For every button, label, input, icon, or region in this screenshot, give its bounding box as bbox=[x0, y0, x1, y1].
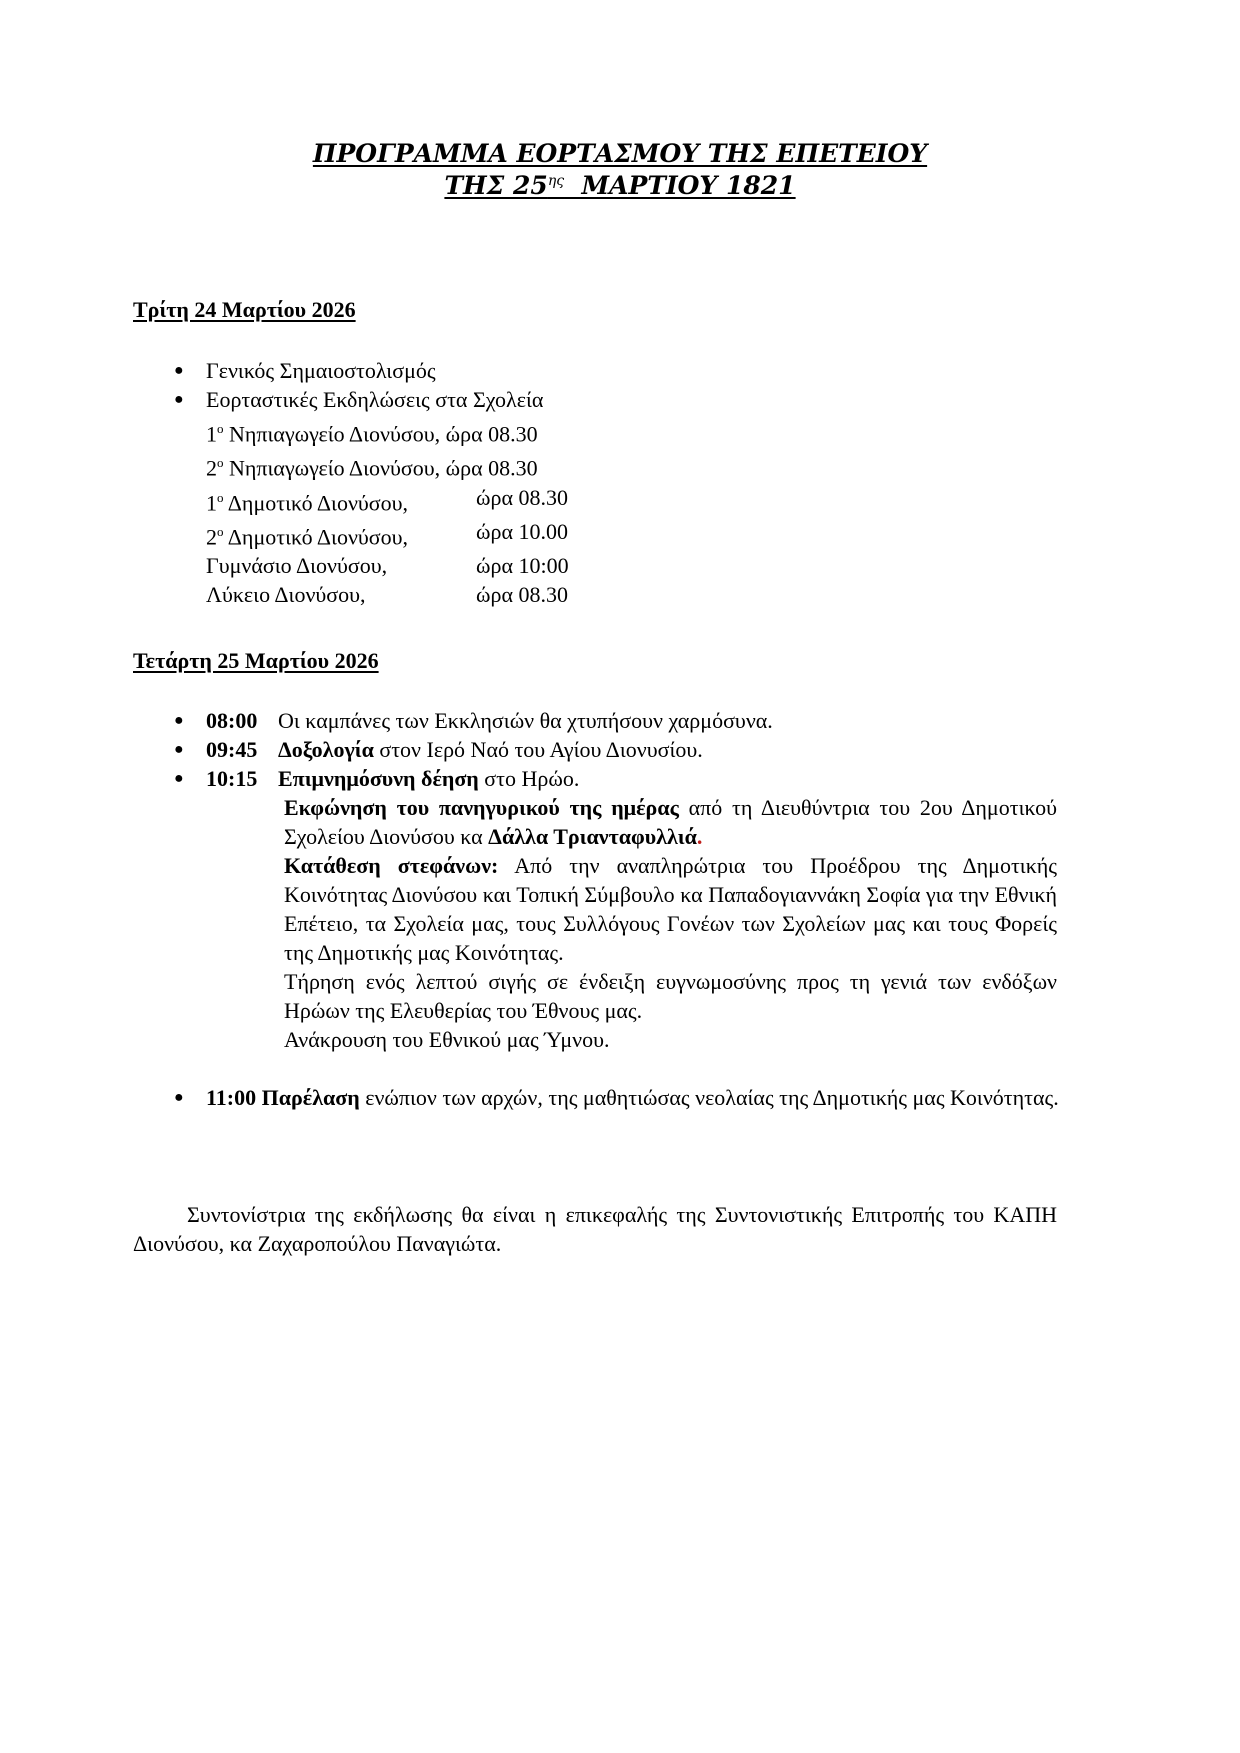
school-ordinal-sup: ο bbox=[217, 523, 224, 539]
wreath-title: Κατάθεση στεφάνων: bbox=[284, 853, 499, 878]
day2-heading: Τετάρτη 25 Μαρτίου 2026 bbox=[133, 648, 379, 673]
bullet-icon: ● bbox=[174, 1089, 184, 1106]
memorial-details bbox=[284, 793, 1057, 1054]
school-row bbox=[206, 483, 569, 517]
event-time: 09:45 bbox=[206, 737, 258, 762]
school-ordinal-sup: ο bbox=[217, 455, 224, 471]
event-text: Οι καμπάνες των Εκκλησιών θα χτυπήσουν χαρμόσυνα. bbox=[278, 708, 773, 733]
school-ordinal-sup: ο bbox=[217, 421, 224, 436]
day1-bullet-text: Γενικός Σημαιοστολισμός bbox=[206, 358, 436, 383]
bullet-icon: ● bbox=[174, 741, 184, 758]
school-row bbox=[206, 414, 569, 448]
school-ordinal: 1 bbox=[206, 489, 217, 515]
anthem-paragraph: Ανάκρουση του Εθνικού μας Ύμνου. bbox=[284, 1027, 610, 1052]
bullet-icon: ● bbox=[174, 712, 184, 729]
school-time: ώρα 08.30 bbox=[440, 455, 538, 481]
event-text: στον Ιερό Ναό του Αγίου Διονυσίου. bbox=[373, 737, 703, 762]
day2-event-item bbox=[174, 764, 773, 793]
parade-time: 11:00 bbox=[206, 1085, 257, 1110]
event-title: Δοξολογία bbox=[278, 737, 374, 762]
day1-bullet-text: Εορταστικές Εκδηλώσεις στα Σχολεία bbox=[206, 387, 544, 412]
day1-bullet-item bbox=[174, 385, 569, 414]
wreath-text: Από την αναπληρώτρια του Προέδρου της Δημοτικής Κοινότητας Διονύσου και Τοπική Σύμβουλο κα Παπαδογιαννάκη Σοφία για την Εθνική Επέτειο, τα Σχολεία μας, τους Συλλόγους Γονέων των Σχολείων μας και τους Φορείς της Δημοτικής μας Κοινότητας. bbox=[284, 853, 1057, 965]
event-time: 10:15 bbox=[206, 766, 258, 791]
bullet-icon: ● bbox=[174, 391, 184, 408]
speaker-name: Δάλλα Τριανταφυλλιά bbox=[488, 824, 697, 849]
school-time: ώρα 10:00 bbox=[476, 553, 569, 579]
school-ordinal-sup: ο bbox=[217, 489, 224, 505]
event-time: 08:00 bbox=[206, 708, 258, 733]
silence-paragraph: Τήρηση ενός λεπτού σιγής σε ένδειξη ευγνωμοσύνης προς τη γενιά των ενδόξων Ηρώων της Ελευθερίας του Έθνους μας. bbox=[284, 969, 1057, 1023]
event-title: Επιμνημόσυνη δέηση bbox=[278, 766, 479, 791]
school-row bbox=[206, 517, 569, 551]
speech-title: Εκφώνηση του πανηγυρικού της ημέρας bbox=[284, 795, 679, 820]
speech-text: από τη Διευθύντρια του 2ου Δημοτικού Σχολείου Διονύσου κα bbox=[284, 795, 1057, 849]
school-time: ώρα 08.30 bbox=[476, 484, 568, 510]
school-schedule bbox=[206, 414, 569, 609]
school-name: Λύκειο Διονύσου, bbox=[206, 582, 366, 608]
bullet-icon: ● bbox=[174, 770, 184, 787]
school-name: Δημοτικό Διονύσου, bbox=[223, 489, 409, 515]
day2-list bbox=[174, 706, 773, 793]
school-ordinal: 1 bbox=[206, 421, 217, 447]
school-ordinal: 2 bbox=[206, 455, 217, 481]
parade-title: Παρέλαση bbox=[261, 1085, 360, 1110]
school-name: Δημοτικό Διονύσου, bbox=[223, 524, 409, 550]
school-row bbox=[206, 448, 569, 482]
day1-bullet-item bbox=[174, 356, 569, 385]
school-name: Γυμνάσιο Διονύσου, bbox=[206, 553, 388, 579]
event-text: στο Ηρώο. bbox=[478, 766, 580, 791]
school-row bbox=[206, 580, 569, 609]
day2-parade-list bbox=[174, 1083, 1077, 1112]
bullet-icon: ● bbox=[174, 362, 184, 379]
title-line-2-superscript: ης bbox=[547, 173, 565, 189]
school-time: ώρα 08.30 bbox=[476, 582, 568, 608]
red-period: . bbox=[696, 824, 703, 849]
day2-event-item bbox=[174, 735, 773, 764]
school-name: Νηπιαγωγείο Διονύσου, bbox=[223, 455, 441, 481]
day2-event-item bbox=[174, 706, 773, 735]
closing-paragraph: Συντονίστρια της εκδήλωσης θα είναι η επικεφαλής της Συντονιστικής Επιτροπής του ΚΑΠΗ Διονύσου, κα Ζαχαροπούλου Παναγιώτα. bbox=[133, 1202, 1057, 1256]
day1-heading: Τρίτη 24 Μαρτίου 2026 bbox=[133, 297, 356, 322]
school-name: Νηπιαγωγείο Διονύσου, bbox=[223, 421, 441, 447]
school-ordinal: 2 bbox=[206, 524, 217, 550]
school-time: ώρα 08.30 bbox=[440, 421, 538, 447]
title-line-2 bbox=[444, 171, 795, 200]
title-line-2-suffix: ΜΑΡΤΙΟΥ 1821 bbox=[564, 171, 796, 200]
school-time: ώρα 10.00 bbox=[476, 518, 568, 544]
school-row bbox=[206, 551, 569, 580]
parade-text: ενώπιον των αρχών, της μαθητιώσας νεολαίας της Δημοτικής μας Κοινότητας. bbox=[359, 1085, 1059, 1110]
speech-paragraph bbox=[284, 793, 1057, 851]
title-line-2-prefix: ΤΗΣ 25 bbox=[444, 171, 548, 200]
day1-list bbox=[174, 356, 569, 609]
wreath-paragraph bbox=[284, 851, 1057, 967]
title-line-1: ΠΡΟΓΡΑΜΜΑ ΕΟΡΤΑΣΜΟΥ ΤΗΣ ΕΠΕΤΕΙΟΥ bbox=[312, 139, 928, 168]
document-title bbox=[0, 138, 1240, 202]
parade-item bbox=[174, 1083, 1077, 1112]
